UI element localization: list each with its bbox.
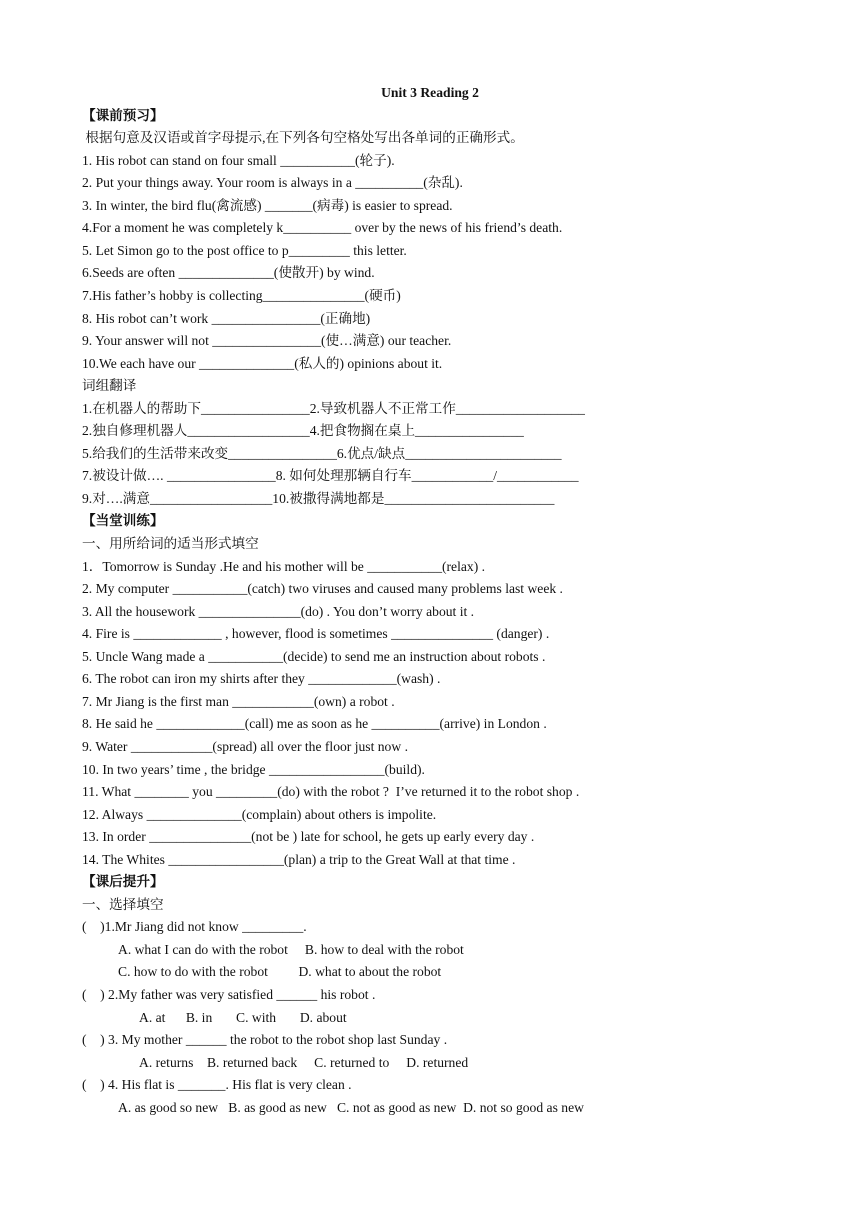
text-line: 5.给我们的生活带来改变________________6.优点/缺点_______________________ [82, 445, 562, 461]
section-heading: 【当堂训练】 [82, 513, 164, 529]
text-line: 11. What ________ you _________(do) with the robot ? I’ve returned it to the robot shop . [82, 784, 580, 800]
text-line: 1.在机器人的帮助下________________2.导致机器人不正常工作___________________ [82, 400, 585, 416]
text-line: A. as good so new B. as good as new C. not as good as new D. not so good as new [118, 1099, 584, 1115]
text-line: 10. In two years’ time , the bridge _________________(build). [82, 761, 425, 777]
section-heading: 【课前预习】 [82, 107, 164, 123]
text-line: 10.We each have our ______________(私人的) opinions about it. [82, 355, 443, 371]
text-line: 7.被设计做…. ________________8. 如何处理那辆自行车____________/____________ [82, 468, 579, 484]
text-line: C. how to do with the robot D. what to about the robot [118, 964, 442, 980]
text-line: 根据句意及汉语或首字母提示,在下列各句空格处写出各单词的正确形式。 [82, 130, 524, 146]
text-line: 12. Always ______________(complain) about others is impolite. [82, 806, 437, 822]
text-line: 5. Uncle Wang made a ___________(decide) to send me an instruction about robots . [82, 648, 546, 664]
text-line: 8. His robot can’t work ________________(正确地) [82, 310, 371, 326]
text-line: 2.独自修理机器人__________________4.把食物搁在桌上________________ [82, 423, 524, 439]
text-line: 7. Mr Jiang is the first man ____________(own) a robot . [82, 693, 395, 709]
text-line: 6. The robot can iron my shirts after they _____________(wash) . [82, 671, 441, 687]
text-line: 2. My computer ___________(catch) two viruses and caused many problems last week . [82, 581, 563, 597]
text-line: A. at B. in C. with D. about [139, 1009, 347, 1025]
text-line: ( )1.Mr Jiang did not know _________. [82, 919, 307, 935]
text-line: ( ) 4. His flat is _______. His flat is very clean . [82, 1077, 352, 1093]
text-line: 6.Seeds are often ______________(使散开) by wind. [82, 265, 375, 281]
text-line: 13. In order _______________(not be ) late for school, he gets up early every day . [82, 829, 535, 845]
text-line: 9. Water ____________(spread) all over the floor just now . [82, 738, 408, 754]
text-line: 5. Let Simon go to the post office to p_________ this letter. [82, 242, 407, 258]
text-line: ( ) 2.My father was very satisfied ______ his robot . [82, 987, 376, 1002]
text-line: 7.His father’s hobby is collecting_______________(硬币) [82, 287, 401, 303]
text-line: A. what I can do with the robot B. how to deal with the robot [118, 941, 464, 957]
text-line: 1．Tomorrow is Sunday .He and his mother will be ___________(relax) . [82, 558, 486, 574]
text-line: 4. Fire is _____________ , however, flood is sometimes _______________ (danger) . [82, 626, 550, 642]
section-heading: 【课后提升】 [82, 874, 164, 890]
text-line: 一、选择填空 [82, 896, 164, 912]
text-line: 2. Put your things away. Your room is always in a __________(杂乱). [82, 175, 463, 191]
text-line: 1. His robot can stand on four small ___________(轮子). [82, 152, 395, 168]
text-line: 9. Your answer will not ________________(使…满意) our teacher. [82, 333, 452, 349]
page-title: Unit 3 Reading 2 [381, 85, 479, 100]
text-line: 一、用所给词的适当形式填空 [82, 536, 259, 551]
text-line: 8. He said he _____________(call) me as soon as he __________(arrive) in London . [82, 716, 547, 732]
text-line: 9.对….满意__________________10.被撒得满地都是_________________________ [82, 490, 555, 506]
text-line: 词组翻译 [82, 378, 137, 394]
text-line: A. returns B. returned back C. returned to D. returned [139, 1054, 469, 1070]
text-line: 3. All the housework _______________(do) . You don’t worry about it . [82, 603, 475, 619]
text-line: ( ) 3. My mother ______ the robot to the robot shop last Sunday . [82, 1032, 448, 1048]
text-line: 14. The Whites _________________(plan) a trip to the Great Wall at that time . [82, 851, 516, 867]
text-line: 4.For a moment he was completely k__________ over by the news of his friend’s death. [82, 220, 563, 236]
text-line: 3. In winter, the bird flu(禽流感) _______(病毒) is easier to spread. [82, 197, 453, 213]
